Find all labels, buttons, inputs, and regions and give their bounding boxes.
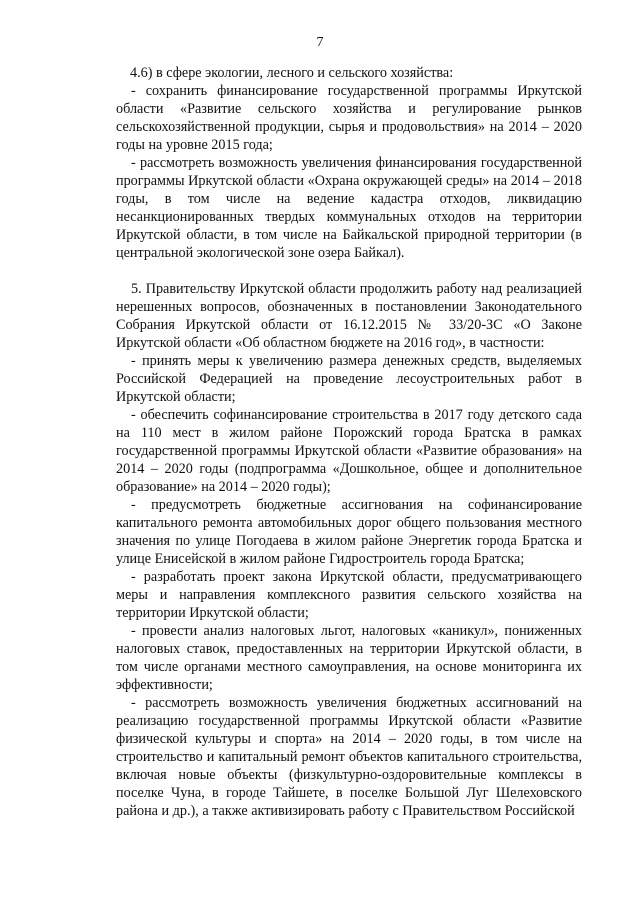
paragraph-tax-analysis: - провести анализ налоговых льгот, налоговых «каникул», пониженных налоговых ставок, предоставленных на территории Иркутской области, в том числе органами местного самоуправления, на основе мониторинга их эффективности;	[116, 623, 582, 693]
paragraph-forest-management: - принять меры к увеличению размера денежных средств, выделяемых Российской Федерацией на проведение лесоустроительных работ в Иркутской области;	[116, 353, 582, 405]
paragraph-agriculture-program: - сохранить финансирование государственной программы Иркутской области «Развитие сельского хозяйства и регулирование рынков сельскохозяйственной продукции, сырья и продовольствия» на 2014 – 2020 годы на уровне 2015 года;	[116, 83, 582, 153]
paragraph-section-5: 5. Правительству Иркутской области продолжить работу над реализацией нерешенных вопросов, обозначенных в постановлении Законодательного Собрания Иркутской области от 16.12.2015 № 33/20-ЗС «О Законе Иркутской области «Об областном бюджете на 2016 год», в частности:	[116, 281, 582, 351]
paragraph-sports-program: - рассмотреть возможность увеличения бюджетных ассигнований на реализацию государственной программы Иркутской области «Развитие физической культуры и спорта» на 2014 – 2020 годы, в том числе на строительство и капитальный ремонт объектов капитального строительства, включая новые объекты (физкультурно-оздоровительные комплексы в поселке Чуна, в городе Тайшете, в поселке Большой Луг Шелеховского района и др.), а также активизировать работу с Правительством Российской	[116, 695, 582, 819]
paragraph-kindergarten: - обеспечить софинансирование строительства в 2017 году детского сада на 110 мест в жилом районе Порожский города Братска в рамках государственной программы Иркутской области «Развитие образования» на 2014 – 2020 годы (подпрограмма «Дошкольное, общее и дополнительное образование» на 2014 – 2020 годы);	[116, 407, 582, 495]
section-heading-4-6: 4.6) в сфере экологии, лесного и сельского хозяйства:	[130, 65, 454, 81]
paragraph-agriculture-law: - разработать проект закона Иркутской области, предусматривающего меры и направления комплексного развития сельского хозяйства на территории Иркутской области;	[116, 569, 582, 621]
paragraph-road-repair: - предусмотреть бюджетные ассигнования на софинансирование капитального ремонта автомобильных дорог общего пользования местного значения по улице Погодаева в жилом районе Энергетик города Братска и улице Енисейской в жилом районе Гидростроитель города Братска;	[116, 497, 582, 567]
paragraph-environment-program: - рассмотреть возможность увеличения финансирования государственной программы Иркутской области «Охрана окружающей среды» на 2014 – 2018 годы, в том числе на ведение кадастра отходов, ликвидацию несанкционированных твердых коммунальных отходов на территории Иркутской области, в том числе на Байкальской природной территории (в центральной экологической зоне озера Байкал).	[116, 155, 582, 261]
document-body	[116, 64, 582, 820]
page-number: 7	[316, 35, 324, 50]
